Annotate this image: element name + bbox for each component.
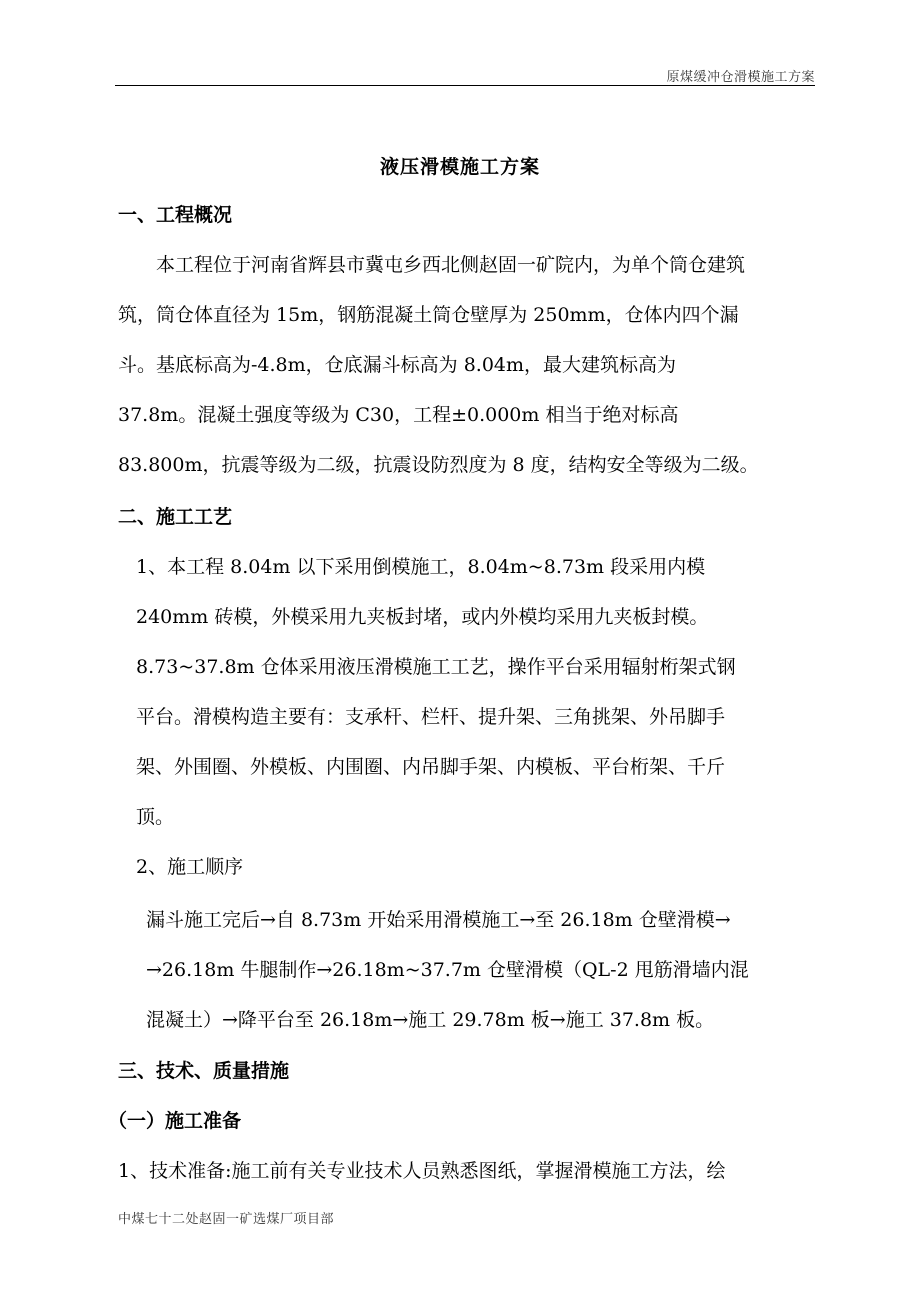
- paragraph-line: 架、外围圈、外模板、内围圈、内吊脚手架、内模板、平台桁架、千斤: [136, 756, 726, 778]
- section-1-heading: 一、工程概况: [118, 204, 233, 226]
- paragraph-line: 斗。基底标高为-4.8m，仓底漏斗标高为 8.04m，最大建筑标高为: [118, 354, 677, 376]
- paragraph-line: 顶。: [136, 806, 175, 828]
- paragraph-line: 平台。滑模构造主要有：支承杆、栏杆、提升架、三角挑架、外吊脚手: [136, 706, 726, 728]
- paragraph-line: 筑，筒仓体直径为 15m，钢筋混凝土筒仓壁厚为 250mm，仓体内四个漏: [118, 304, 739, 326]
- paragraph-line: 1、本工程 8.04m 以下采用倒模施工，8.04m~8.73m 段采用内模: [136, 556, 706, 578]
- paragraph-line: 37.8m。混凝土强度等级为 C30，工程±0.000m 相当于绝对标高: [118, 404, 679, 426]
- subsection-heading: （一）施工准备: [108, 1110, 242, 1132]
- paragraph-line: 混凝土）→降平台至 26.18m→施工 29.78m 板→施工 37.8m 板。: [146, 1009, 715, 1031]
- paragraph-line: 8.73~37.8m 仓体采用液压滑模施工工艺，操作平台采用辐射桁架式钢: [136, 656, 736, 678]
- paragraph-line: 1、技术准备:施工前有关专业技术人员熟悉图纸，掌握滑模施工方法，绘: [118, 1160, 726, 1182]
- header-divider: [115, 85, 815, 86]
- paragraph-line: 83.800m，抗震等级为二级，抗震设防烈度为 8 度，结构安全等级为二级。: [118, 454, 759, 476]
- paragraph-line: 240mm 砖模，外模采用九夹板封堵，或内外模均采用九夹板封模。: [136, 606, 709, 628]
- header-doc-title: 原煤缓冲仓滑模施工方案: [666, 70, 815, 85]
- footer-company: 中煤七十二处赵固一矿选煤厂项目部: [118, 1212, 335, 1227]
- section-2-heading: 二、施工工艺: [118, 506, 233, 528]
- document-title: 液压滑模施工方案: [379, 156, 540, 178]
- paragraph-line: 漏斗施工完后→自 8.73m 开始采用滑模施工→至 26.18m 仓壁滑模→: [146, 909, 731, 931]
- paragraph-line: 本工程位于河南省辉县市冀屯乡西北侧赵固一矿院内，为单个筒仓建筑: [156, 254, 746, 276]
- paragraph-line: →26.18m 牛腿制作→26.18m~37.7m 仓壁滑模（QL-2 甩筋滑墙内混: [146, 959, 749, 981]
- subsection-heading: 2、施工顺序: [136, 856, 244, 878]
- section-3-heading: 三、技术、质量措施: [118, 1060, 290, 1082]
